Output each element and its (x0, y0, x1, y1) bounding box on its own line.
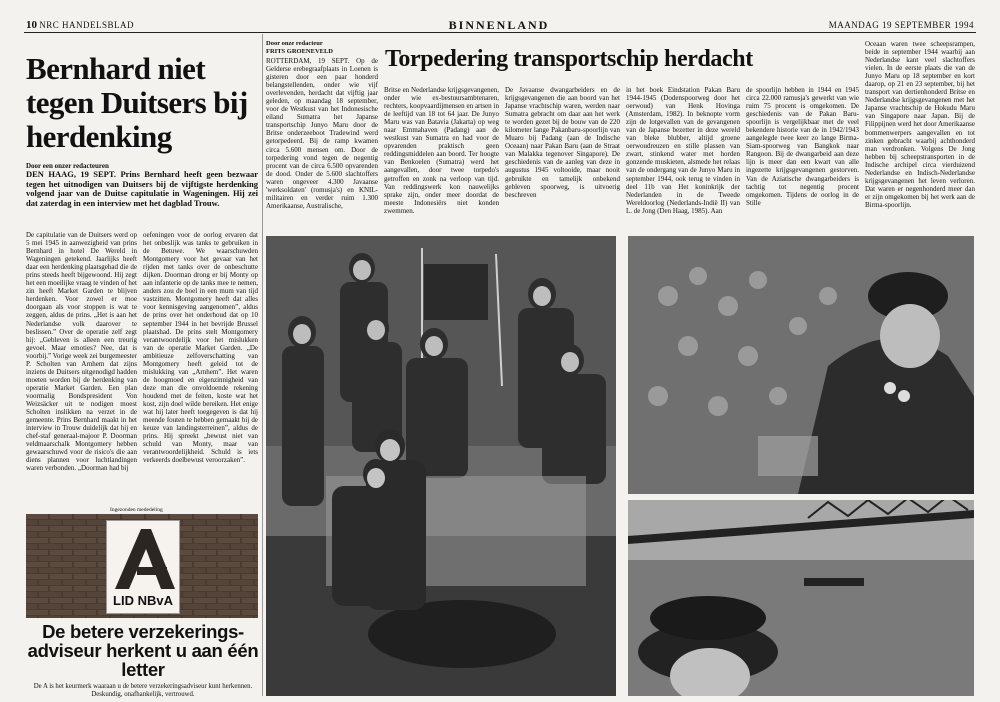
bernhard-byline: Door een onzer redacteuren (26, 162, 109, 170)
issue-date: MAANDAG 19 SEPTEMBER 1994 (828, 20, 974, 30)
bernhard-headline: Bernhard niet tegen Duitsers bij herdenking (26, 51, 248, 154)
column-divider (262, 34, 263, 696)
torpedering-column-5: de spoorlijn hebben in 1944 en 1945 circa 22.000 ramusja's gewerkt van wie ruim 75 procent is omgekomen. De geschiedenis van de Pakan Baru-spoorlijn is vergelijkbaar met de veel bekendere historie van de in 1942/1943 aangelegde twee keer zo lange Birma-Siam-spoorweg van Bangkok naar Rangoon. Bij de dwangarbeid aan deze lijn is meer dan een kwart van alle ingezette krijgsgevangenen gestorven. Van de Aziatische dwangarbeiders is tachtig tot negentig procent omgekomen. Tijdens de oorlog in de Stille (746, 86, 859, 207)
advert-box (26, 514, 258, 618)
page-number-and-paper (26, 20, 134, 30)
advert-headline: De betere verzekerings-adviseur herkent u aan één letter (27, 621, 259, 680)
veterans-group-photo (266, 236, 616, 696)
veteran-crowd-photo (628, 236, 974, 494)
torpedering-byline-name: FRITS GROENEVELD (266, 48, 333, 55)
advert-label: Ingezonden mededeling (110, 507, 163, 513)
bernhard-column-2: oefeningen voor de oorlog ervaren dat het onbeslijk was tanks te gebruiken in de Betuwe. We waarschuwden Montgomery voor het gevaar van het rijden met tanks over de onbeschutte dijken. Doorman drong er bij Monty op aan infanterie op de tanks mee te nemen, anders zou de boel in een mum van tijd vastzitten. Montgomery heeft dat alles voor kennisgeving aangenomen”, aldus de prins over het onderhoud dat op 10 september 1944 in het bevrijde Brussel plaatshad. De prins stelt Montgomery verantwoordelijk voor het mislukken van de operatie Market Garden. „De ambitieuze zelfoverschatting van Montgomery heeft geleid tot de mislukking van „Arnhem”. Het waren de hoogmoed en eigenzinnigheid van deze man die onvoldoende rekening houdend met de feiten, koste wat het kost, zijn doel wilde bereiken. Het enige wat hij later heeft toegegeven is dat hij meende fouten te hebben gemaakt bij de keuze van landingsterreinen”, aldus de prins. Hij spreekt „bewust niet van schuld van Monty, maar van verantwoordelijkheid. Schuld is iets verkeerds doelbewust veroorzaken”. (143, 231, 258, 465)
torpedering-column-2: Britse en Nederlandse krijgsgevangenen, onder wie ex-bestuursambtenaren, rechters, koopvaardijmensen en artsen in de leeftijd van 18 tot 64 jaar. De Junyo Maru was van Batavia (Jakarta) op weg naar Emmahaven (Padang) aan de westkust van Sumatra en had voor de opvarenden praktisch geen reddingsmiddelen aan boord. Ter hoogte van Benkoelen (Sumatra) werd het aangevallen, door twee torpedo's getroffen en zonk na verloop van tijd. Van reddingswerk kon nauwelijks sprake zijn, onder meer doordat de meeste Indonesiërs niet konden zwemmen. (384, 86, 499, 215)
torpedering-column-4: in het boek Eindstation Pakan Baru 1944-1945 (Dodenspoorweg door het oerwoud) van Henk Hovinga (Amsterdam, 1982). In beknopte vorm zijn de lotgevallen van de gevangenen van de Japanse bezetter in deze wereld van bleke blubber, altijd groene oerwoudreuzen en stille plassen van zwart, stinkend water met horden gonzende muskieten, alsmede het relaas van de ondergang van de Junyo Maru in september 1944, ook terug te vinden in deel 11b van Het koninkrijk der Nederlanden in de Tweede Wereldoorlog (Nederlands-Indië II) van L. de Jong (Den Haag, 1985). Aan (626, 86, 740, 215)
bernhard-lead: DEN HAAG, 19 SEPT. Prins Bernhard heeft geen bezwaar tegen het uitnodigen van Duitsers bij de vijftigste herdenking volgend jaar van de Duitse capitulatie in Wageningen. Hij zei dat zaterdag in een interview met het dagblad Trouw. (26, 170, 258, 208)
page-header (24, 6, 976, 33)
torpedering-column-3: De Javaanse dwangarbeiders en de krijgsgevangenen die aan boord van het Japanse vrachtschip waren, werden naar Sumatra gebracht om daar aan het werk te worden gezet bij de bouw van de 220 kilometer lange Pakanbaru-spoorlijn van Muaro bij Padang (aan de Indische Oceaan) naar Pakan Baru (aan de Straat van Malakka tegenover Singapore). De geschiedenis van de aanleg van deze in augustus 1945 voltooide, maar nooit gebruikte en tamelijk onbekend gebleven spoorweg, is uitvoerig beschreven (505, 86, 620, 199)
nbva-logo (106, 520, 180, 614)
letter-a-logo-icon (107, 523, 179, 593)
page-number: 10 (26, 19, 37, 31)
torpedering-column-1: ROTTERDAM, 19 SEPT. Op de Gelderse erebegraafplaats in Loenen is gisteren door een paar honderd belangstellenden, onder wie vijf overlevenden, herdacht dat vijftig jaar geleden, op maandag 18 september, voor de Westkust van het Indonesische eiland Sumatra het Japanse transportschip Junyo Maru door de Britse onderzeeboot Tradewind werd getorpedeerd. Bij de ramp kwamen circa 5.600 mensen om. Door de torpedering vond tegen de negentig procent van de circa 6.500 opvarenden de dood. Onder de 5.600 slachtoffers waren ongeveer 4.300 Javaanse 'werksoldaten' (romusja's) en KNIL-militairen en verder ruim 1.300 Amerikaanse, Australische, (266, 57, 378, 210)
bernhard-column-1: De capitulatie van de Duitsers werd op 5 mei 1945 in aanwezigheid van prins Bernhard in hotel De Wereld in Wageningen getekend. Jaarlijks heeft daar een herdenking plaatsgehad die de prins steeds heeft bijgewoond. Hij zegt het een moeilijke vraag te vinden of het zin heeft Market Garden te blijven herdenken. Voor zowel er moe doorgaan als voor stoppen is wat te zeggen, aldus de prins. „Het is aan het Nederlandse volk daarover te beslissen.” Over de operatie zelf zegt hij: „Gebleven is alleen een treurig gevoel. Maar emoties? Nee, dat is voorbij.” Vorige week zei burgemeester P. Scholten van Arnhem dat zijns inziens de Duitsers uitgenodigd hadden moeten worden bij de herdenking van operatie Market Garden. Een plan voormalig Bondspresident Von Weizsäcker uit te nodigen moest Scholten inslikken na verzet in de gemeente. Prins Bernhard maakt in het interview in Trouw duidelijk dat hij en chef-staf generaal-majoor P. Doorman veldmaarschalk Montgomery hebben gewaarschuwd voor de risico's die aan diens plannen voor luchtlandingen waren verbonden. „Doorman had bij (26, 231, 137, 473)
torpedering-column-6: Oceaan waren twee scheepsrampen, beide in september 1944 waarbij aan Nederlandse kant veel slachtoffers vielen. In de eerste plaats die van de Junyo Maru op 18 september en kort daarop, op 21 en 23 september, bij het transport van dertienhonderd Britse en Nederlandse krijgsgevangenen met het Japanse vrachtschip de Hokudu Maru van Singapore naar Japan. Bij de Filippijnen werd het door Amerikaanse bommenwerpers aangevallen en tot zinken gebracht waarbij achthonderd man verdronken. Volgens De Jong hebben bij scheepstransporten in de Indische archipel circa vierduizend Nederlandse en Indisch-Nederlandse krijgsgevangenen het leven verloren. Dat waren er negenhonderd meer dan er zijn omgekomen bij het werk aan de Birma-spoorlijn. (865, 40, 975, 209)
paper-name: NRC HANDELSBLAD (39, 20, 135, 30)
torpedering-headline: Torpedering transportschip herdacht (385, 46, 753, 72)
torpedering-byline-role: Door onze redacteur (266, 40, 323, 47)
bridge-river-photo (628, 500, 974, 696)
advert-tagline: De A is het keurmerk waaraan u de betere verzekeringsadviseur kunt herkennen. Deskundig, onafhankelijk, vertrouwd. (33, 683, 253, 698)
nbva-logo-text: LID NBvA (113, 593, 173, 608)
section-title: BINNENLAND (448, 18, 550, 32)
